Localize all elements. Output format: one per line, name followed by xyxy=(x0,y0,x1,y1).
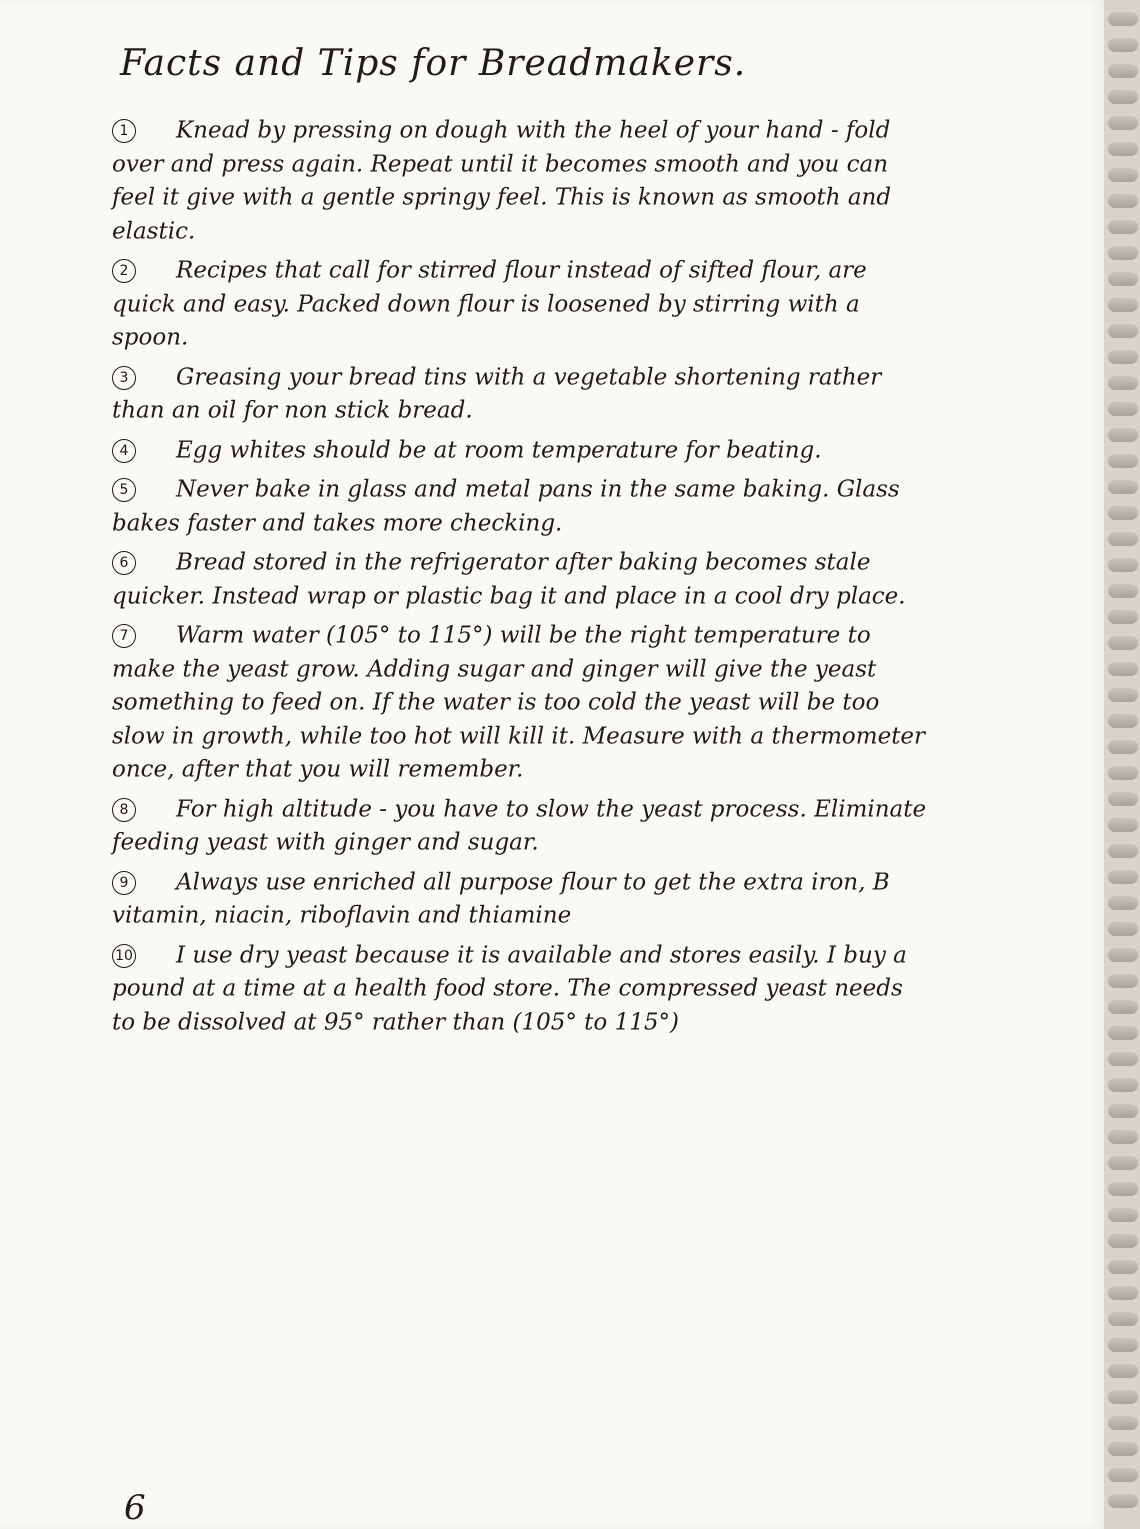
binding-ring xyxy=(1108,1494,1138,1508)
binding-ring xyxy=(1108,402,1138,416)
binding-ring xyxy=(1108,610,1138,624)
binding-ring xyxy=(1108,272,1138,286)
binding-ring xyxy=(1108,1208,1138,1222)
binding-ring xyxy=(1108,90,1138,104)
tip-item xyxy=(112,473,932,540)
binding-ring xyxy=(1108,12,1138,26)
tip-item xyxy=(112,254,932,355)
binding-ring xyxy=(1108,1156,1138,1170)
binding-ring xyxy=(1108,1182,1138,1196)
binding-ring xyxy=(1108,948,1138,962)
binding-ring xyxy=(1108,740,1138,754)
binding-ring xyxy=(1108,298,1138,312)
tip-text: Greasing your bread tins with a vegetable shortening rather than an oil for non stick bread. xyxy=(112,364,882,424)
binding-ring xyxy=(1108,1104,1138,1118)
binding-ring xyxy=(1108,220,1138,234)
binding-ring xyxy=(1108,662,1138,676)
tip-item xyxy=(112,793,932,860)
binding-ring xyxy=(1108,506,1138,520)
tip-number-badge: 8 xyxy=(112,798,136,822)
binding-ring xyxy=(1108,324,1138,338)
binding-ring xyxy=(1108,350,1138,364)
binding-ring xyxy=(1108,1052,1138,1066)
tip-item xyxy=(112,939,932,1040)
binding-ring xyxy=(1108,1338,1138,1352)
tip-text: I use dry yeast because it is available and stores easily. I buy a pound at a time at a health food store. The compressed yeast needs to be dissolved at 95° rather than (105° to 115°) xyxy=(112,942,907,1035)
tip-number-badge: 7 xyxy=(112,624,136,648)
tip-item xyxy=(112,619,932,787)
tip-number-badge: 9 xyxy=(112,871,136,895)
binding-ring xyxy=(1108,818,1138,832)
binding-ring xyxy=(1108,1078,1138,1092)
binding-ring xyxy=(1108,1364,1138,1378)
binding-ring xyxy=(1108,558,1138,572)
tip-text: Bread stored in the refrigerator after baking becomes stale quicker. Instead wrap or plastic bag it and place in a cool dry place. xyxy=(112,549,906,609)
tip-number-badge: 3 xyxy=(112,366,136,390)
binding-ring xyxy=(1108,1260,1138,1274)
binding-ring xyxy=(1108,714,1138,728)
binding-ring xyxy=(1108,116,1138,130)
tip-text: Egg whites should be at room temperature for beating. xyxy=(176,437,822,463)
binding-ring xyxy=(1108,636,1138,650)
binding-ring xyxy=(1108,428,1138,442)
tip-item xyxy=(112,434,932,468)
binding-ring xyxy=(1108,896,1138,910)
binding-ring xyxy=(1108,376,1138,390)
tip-number-badge: 10 xyxy=(112,944,136,968)
tip-item xyxy=(112,361,932,428)
tip-number-badge: 4 xyxy=(112,439,136,463)
binding-ring xyxy=(1108,1286,1138,1300)
page-number: 6 xyxy=(124,1488,146,1528)
binding-ring xyxy=(1108,246,1138,260)
binding-ring xyxy=(1108,1026,1138,1040)
page-content xyxy=(112,28,932,1045)
tip-number-badge: 5 xyxy=(112,478,136,502)
tip-text: Recipes that call for stirred flour instead of sifted flour, are quick and easy. Packed down flour is loosened by stirring with a spoon. xyxy=(112,257,867,351)
binding-ring xyxy=(1108,1416,1138,1430)
binding-ring xyxy=(1108,142,1138,156)
binding-ring xyxy=(1108,1130,1138,1144)
binding-ring xyxy=(1108,870,1138,884)
tip-item xyxy=(112,866,932,933)
binding-ring xyxy=(1108,168,1138,182)
tip-number-badge: 2 xyxy=(112,259,136,283)
binding-ring xyxy=(1108,766,1138,780)
page-title: Facts and Tips for Breadmakers. xyxy=(120,43,747,84)
binding-ring xyxy=(1108,532,1138,546)
spiral-binding xyxy=(1104,0,1140,1529)
binding-ring xyxy=(1108,480,1138,494)
tip-item xyxy=(112,546,932,613)
binding-ring xyxy=(1108,922,1138,936)
binding-ring xyxy=(1108,64,1138,78)
binding-ring xyxy=(1108,1234,1138,1248)
tip-text: For high altitude - you have to slow the yeast process. Eliminate feeding yeast with ginger and sugar. xyxy=(112,796,927,856)
binding-ring xyxy=(1108,1000,1138,1014)
binding-ring xyxy=(1108,688,1138,702)
binding-ring xyxy=(1108,1312,1138,1326)
tip-number-badge: 6 xyxy=(112,551,136,575)
tip-text: Knead by pressing on dough with the heel of your hand - fold over and press again. Repeat until it becomes smooth and you can feel it give with a gentle springy feel. This is known as smooth and elastic. xyxy=(112,117,892,244)
tip-number-badge: 1 xyxy=(112,119,136,143)
binding-ring xyxy=(1108,844,1138,858)
binding-ring xyxy=(1108,1390,1138,1404)
binding-ring xyxy=(1108,974,1138,988)
binding-ring xyxy=(1108,1442,1138,1456)
tip-text: Warm water (105° to 115°) will be the right temperature to make the yeast grow. Adding sugar and ginger will give the yeast something to feed on. If the water is too cold the yeast will be too slow in growth, while too hot will kill it. Measure with a thermometer once, after that you will remember. xyxy=(112,622,926,783)
binding-ring xyxy=(1108,1468,1138,1482)
binding-ring xyxy=(1108,194,1138,208)
binding-ring xyxy=(1108,792,1138,806)
binding-ring xyxy=(1108,454,1138,468)
tip-text: Never bake in glass and metal pans in the same baking. Glass bakes faster and takes more checking. xyxy=(112,476,900,536)
binding-ring xyxy=(1108,38,1138,52)
binding-ring xyxy=(1108,584,1138,598)
tip-text: Always use enriched all purpose flour to get the extra iron, B vitamin, niacin, riboflavin and thiamine xyxy=(112,869,890,929)
tip-item xyxy=(112,114,932,248)
